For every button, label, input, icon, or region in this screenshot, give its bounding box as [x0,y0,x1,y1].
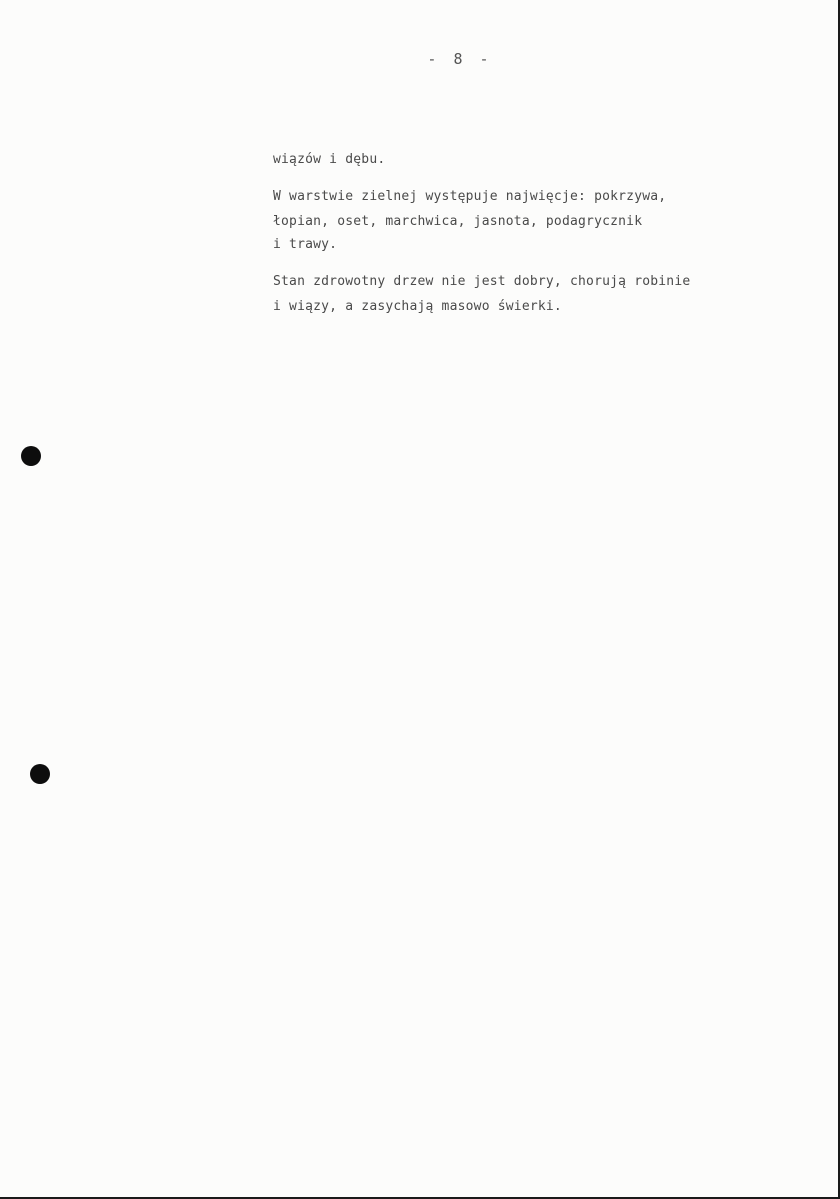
punch-hole [30,764,50,784]
text-line: Stan zdrowotny drzew nie jest dobry, chorują robinie [273,274,691,289]
text-line: W warstwie zielnej występuje najwięcje: pokrzywa, [273,189,667,204]
text-line: i wiązy, a zasychają masowo świerki. [273,299,562,314]
text-line: wiązów i dębu. [273,152,386,167]
text-line: i trawy. [273,237,338,252]
punch-hole [21,446,41,466]
text-line: łopian, oset, marchwica, jasnota, podagrycznik [273,214,643,229]
page-number: - 8 - [427,50,493,68]
